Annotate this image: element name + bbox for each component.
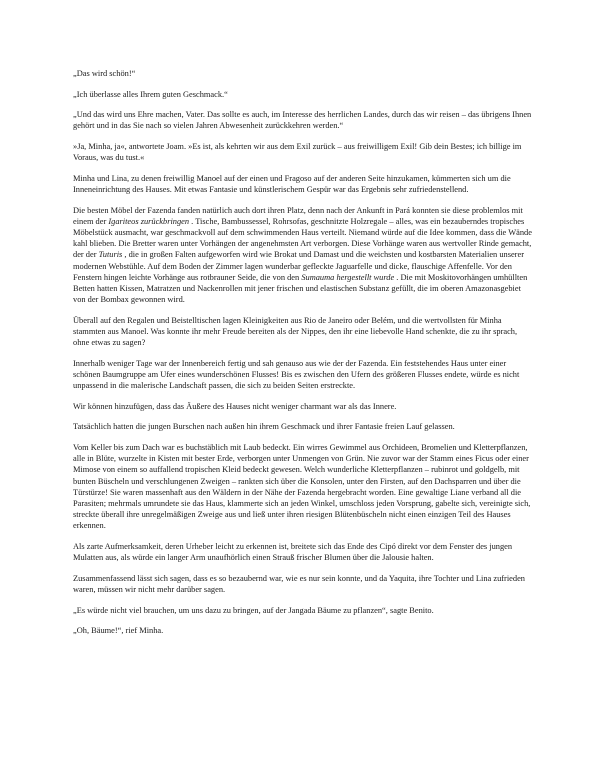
paragraph-5: Minha und Lina, zu denen freiwillig Manoel auf der einen und Fragoso auf der anderen Seite hinzukamen, kümmerten sich um die Inneneinrichtung des Hauses. Mit etwas Fantasie und künstlerischem Gespür war das Ergebnis sehr zufriedenstellend.	[73, 173, 511, 194]
italic-term: Igariteos zurückbringen	[108, 216, 190, 226]
italic-term: Sumauma hergestellt wurde	[301, 272, 395, 282]
paragraph-6: Die besten Möbel der Fazenda fanden natürlich auch dort ihren Platz, denn nach der Ankunft in Pará konnten sie diese problemlos mit einem der Igariteos zurückbringen . Tische, Bambussessel, Rohrsofas, geschnitzte Holzregale – alles, was ein bezauberndes tropisches Möbelstück ausmacht, war geschmackvoll auf dem schwimmenden Haus verteilt. Niemand würde auf die Idee kommen, dass die Wände kahl blieben. Die Bretter waren unter Vorhängen der angenehmsten Art verborgen. Diese Vorhänge waren aus wertvoller Rinde gemacht, der der Tuturis , die in großen Falten aufgeworfen wird wie Brokat und Damast und die weichsten und kostbarsten Materialien unserer modernen Webstühle. Auf dem Boden der Zimmer lagen wunderbar gefleckte Jaguarfelle und dicke, flauschige Affenfelle. Vor den Fenstern hingen leichte Vorhänge aus rotbrauner Seide, die von den Sumauma hergestellt wurde . Die mit Moskitovorhängen umhüllten Betten hatten Kissen, Matratzen und Nackenrollen mit jener frischen und elastischen Substanz gefüllt, die im oberen Amazonasgebiet von der Bombax gewonnen wird.	[73, 205, 532, 305]
document-page	[73, 68, 533, 646]
paragraph-3: „Und das wird uns Ehre machen, Vater. Das sollte es auch, im Interesse des herrlichen Landes, durch das wir reisen – das übrigens Ihnen gehört und in das Sie nach so vielen Jahren Abwesenheit zurückkehren werden.“	[73, 110, 532, 131]
paragraph-14: „Es würde nicht viel brauchen, um uns dazu zu bringen, auf der Jangada Bäume zu pflanzen“, sagte Benito.	[73, 605, 434, 615]
italic-term: Tuturis	[98, 250, 123, 260]
paragraph-8: Innerhalb weniger Tage war der Innenbereich fertig und sah genauso aus wie der der Fazenda. Ein feststehendes Haus unter einer schönen Baumgruppe am Ufer eines wunderschönen Flusses! Bis es zwischen den Ufern des größeren Flusses endete, würde es nicht unpassend in die malerische Landschaft passen, die sich zu beiden Seiten erstreckte.	[73, 358, 520, 391]
paragraph-1: „Das wird schön!“	[73, 69, 136, 78]
paragraph-2: „Ich überlasse alles Ihrem guten Geschmack.“	[73, 89, 228, 99]
paragraph-4: »Ja, Minha, ja«, antwortete Joam. »Es ist, als kehrten wir aus dem Exil zurück – aus freiwilligem Exil! Gib dein Bestes; ich billige im Voraus, was du tust.«	[73, 141, 522, 163]
paragraph-7: Überall auf den Regalen und Beistelltischen lagen Kleinigkeiten aus Rio de Janeiro oder Belém, und die wertvollsten für Minha stammten aus Manoel. Was konnte ihr mehr Freude bereiten als der Nippes, den ihr eine liebevolle Hand schenkte, die zu ihr sprach, ohne etwas zu sagen?	[73, 315, 518, 348]
paragraph-12: Als zarte Aufmerksamkeit, deren Urheber leicht zu erkennen ist, breitete sich das Ende des Cipó direkt vor dem Fenster des jungen Mulatten aus, als würde ein langer Arm unaufhörlich einen Strauß frischer Blumen über die Jalousie halten.	[73, 542, 513, 563]
paragraph-11: Vom Keller bis zum Dach war es buchstäblich mit Laub bedeckt. Ein wirres Gewimmel aus Orchideen, Bromelien und Kletterpflanzen, alle in Blüte, wurzelte in Kisten mit bester Erde, verborgen unter Unmengen von Grün. Nie zuvor war der Stamm eines Ficus oder einer Mimose von einem so auffallend tropischen Kleid bedeckt gewesen. Welch wunderliche Kletterpflanzen – rubinrot und goldgelb, mit bunten Büscheln und verschlungenen Zweigen – rankten sich über die Konsolen, unter den Firsten, auf den Dachsparren und über die Türstürze! Sie waren massenhaft aus den Wäldern in der Nähe der Fazenda hergebracht worden. Eine gewaltige Liane verband all die Parasiten; mehrmals umrundete sie das Haus, klammerte sich an jeden Winkel, umschloss jeden Vorsprung, gabelte sich, vereinigte sich, streckte überall ihre unregelmäßigen Zweige aus und ließ unter ihren riesigen Blütenbüscheln nicht einen einzigen Teil des Hauses erkennen.	[73, 442, 531, 531]
paragraph-13: Zusammenfassend lässt sich sagen, dass es so bezaubernd war, wie es nur sein konnte, und da Yaquita, ihre Tochter und Lina zufrieden waren, müssen wir nicht mehr darüber sagen.	[73, 573, 525, 594]
paragraph-9: Wir können hinzufügen, dass das Äußere des Hauses nicht weniger charmant war als das Innere.	[73, 401, 397, 411]
paragraph-10: Tatsächlich hatten die jungen Burschen nach außen hin ihrem Geschmack und ihrer Fantasie freien Lauf gelassen.	[73, 422, 455, 432]
paragraph-15: „Oh, Bäume!“, rief Minha.	[73, 626, 164, 636]
